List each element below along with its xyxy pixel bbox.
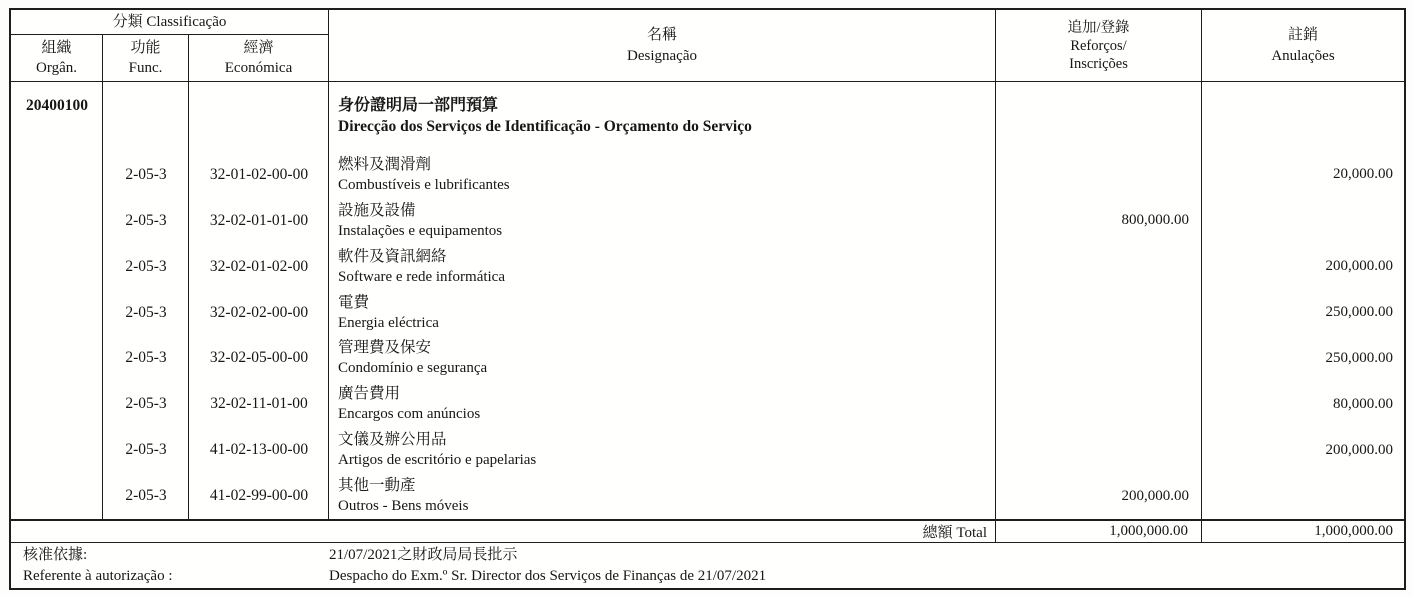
classification-subheaders: [11, 35, 328, 81]
column-divider: [188, 82, 189, 519]
func-code: 2-05-3: [125, 257, 167, 275]
item-designation: [329, 475, 996, 517]
table-header: [11, 10, 1404, 82]
authorization-labels: [11, 545, 329, 588]
table-row: [11, 198, 1404, 244]
cancel-amount: 250,000.00: [1325, 349, 1393, 366]
classification-header: 分類 Classificação: [11, 10, 328, 35]
item-name-zh: 電費: [338, 293, 370, 311]
reinforce-amount: 800,000.00: [1121, 212, 1189, 229]
cancellations-header: [1202, 10, 1404, 81]
item-name-pt: Energia eléctrica: [338, 314, 439, 331]
table-row: [11, 152, 1404, 198]
econ-code: 32-02-01-02-00: [209, 257, 309, 275]
organ-header-pt: Orgân.: [36, 60, 77, 76]
econ-code: 32-02-01-01-00: [209, 211, 309, 229]
authorization-value-pt: Despacho do Exm.º Sr. Director dos Serviços de Finanças de 21/07/2021: [329, 568, 767, 584]
designation-header: [329, 10, 996, 81]
organization-code: 20400100: [26, 97, 88, 114]
item-designation: [329, 429, 996, 471]
cancel-amount: 80,000.00: [1333, 395, 1393, 412]
spacer: [103, 82, 329, 152]
item-name-pt: Combustíveis e lubrificantes: [338, 176, 510, 193]
item-name-zh: 管理費及保安: [338, 339, 432, 357]
item-designation: [329, 246, 996, 288]
item-name-pt: Artigos de escritório e papelarias: [338, 452, 537, 469]
designation-header-pt: Designação: [627, 47, 697, 64]
econ-header-pt: Económica: [224, 60, 293, 76]
table-row: [11, 244, 1404, 290]
item-designation: [329, 200, 996, 242]
econ-code: 41-02-13-00-00: [209, 441, 309, 459]
func-header: [103, 35, 189, 81]
item-name-pt: Software e rede informática: [338, 268, 505, 285]
classification-header-group: [11, 10, 329, 81]
item-name-pt: Outros - Bens móveis: [338, 498, 469, 515]
authorization-label-zh: 核准依據:: [23, 547, 88, 563]
budget-document-sheet: [9, 8, 1406, 590]
item-designation: [329, 154, 996, 196]
reinforcements-header-zh: 追加/登錄: [1067, 19, 1130, 36]
total-cancel-amount: 1,000,000.00: [1314, 523, 1393, 539]
item-name-zh: 廣告費用: [338, 385, 401, 403]
reinforcements-header: [996, 10, 1202, 81]
item-name-pt: Encargos com anúncios: [338, 406, 481, 423]
authorization-footer: [11, 543, 1404, 588]
econ-code: 32-02-02-00-00: [209, 303, 309, 321]
item-name-pt: Instalações e equipamentos: [338, 222, 503, 239]
econ-code: 32-02-05-00-00: [209, 349, 309, 367]
func-code: 2-05-3: [125, 303, 167, 321]
item-name-zh: 設施及設備: [338, 201, 416, 219]
authorization-value-zh: 21/07/2021之財政局局長批示: [329, 547, 518, 563]
designation-header-zh: 名稱: [646, 26, 677, 43]
total-row: [11, 519, 1404, 543]
cancellations-header-pt: Anulações: [1271, 47, 1335, 64]
func-header-pt: Func.: [128, 60, 163, 76]
func-code: 2-05-3: [125, 441, 167, 459]
total-label: 總額 Total: [11, 521, 996, 542]
func-code: 2-05-3: [125, 165, 167, 183]
table-row: [11, 336, 1404, 382]
organ-header: [11, 35, 103, 81]
item-name-zh: 燃料及潤滑劑: [338, 155, 432, 173]
column-divider: [102, 82, 103, 519]
func-code: 2-05-3: [125, 211, 167, 229]
table-body: [11, 82, 1404, 519]
table-row: [11, 290, 1404, 336]
authorization-label-pt: Referente à autorização :: [23, 568, 173, 584]
item-name-pt: Condomínio e segurança: [338, 360, 488, 377]
econ-code: 41-02-99-00-00: [209, 487, 309, 505]
organization-title-row: [11, 82, 1404, 152]
econ-code: 32-02-11-01-00: [210, 395, 308, 413]
cancel-amount: 20,000.00: [1333, 166, 1393, 183]
func-header-zh: 功能: [130, 40, 161, 56]
column-divider: [995, 82, 996, 519]
cancel-amount: 250,000.00: [1325, 304, 1393, 321]
table-row: [11, 381, 1404, 427]
reinforcements-header-pt2: Inscrições: [1069, 55, 1128, 72]
func-code: 2-05-3: [125, 349, 167, 367]
column-divider: [1201, 82, 1202, 519]
table-row: [11, 473, 1404, 519]
econ-header: [189, 35, 328, 81]
organization-title-pt: Direcção dos Serviços de Identificação - Orçamento do Serviço: [338, 118, 752, 135]
func-code: 2-05-3: [125, 487, 167, 505]
item-designation: [329, 337, 996, 379]
item-name-zh: 軟件及資訊網絡: [338, 247, 447, 265]
cancel-amount: 200,000.00: [1325, 258, 1393, 275]
cancellations-header-zh: 註銷: [1287, 26, 1318, 43]
reinforce-amount: 200,000.00: [1121, 487, 1189, 504]
item-name-zh: 其他一動產: [338, 477, 416, 495]
econ-header-zh: 經濟: [243, 40, 274, 56]
organ-header-zh: 組織: [41, 40, 72, 56]
total-reinforce-amount: 1,000,000.00: [996, 521, 1202, 542]
reinforcements-header-pt1: Reforços/: [1070, 37, 1127, 54]
item-name-zh: 文儀及辦公用品: [338, 431, 447, 449]
organization-title: [329, 82, 996, 152]
column-divider: [328, 82, 329, 519]
item-designation: [329, 292, 996, 334]
econ-code: 32-01-02-00-00: [209, 165, 309, 183]
authorization-values: [329, 545, 766, 588]
func-code: 2-05-3: [125, 395, 167, 413]
cancel-amount: 200,000.00: [1325, 441, 1393, 458]
organization-title-zh: 身份證明局一部門預算: [338, 97, 499, 114]
item-designation: [329, 383, 996, 425]
table-row: [11, 427, 1404, 473]
